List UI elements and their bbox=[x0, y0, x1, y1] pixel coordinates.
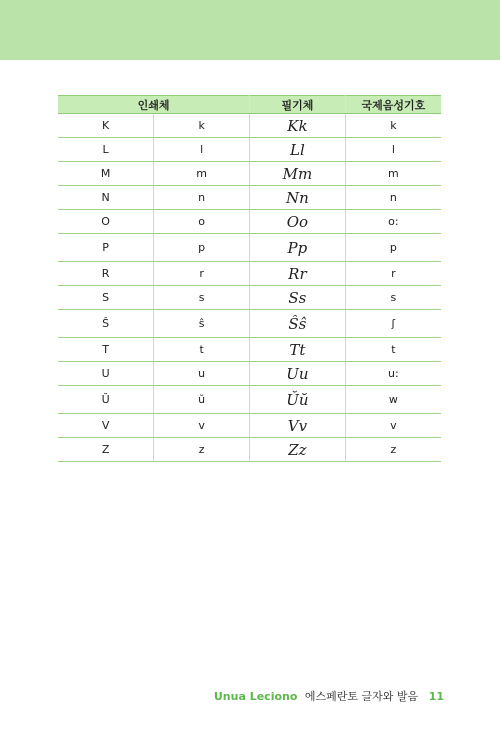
print-upper: V bbox=[58, 414, 154, 438]
script-letter: Zz bbox=[250, 438, 346, 462]
ipa-symbol: v bbox=[345, 414, 441, 438]
script-letter: Ss bbox=[250, 286, 346, 310]
table-row bbox=[58, 414, 441, 438]
print-lower: t bbox=[154, 338, 250, 362]
script-letter: Oo bbox=[250, 210, 346, 234]
print-upper: Ŝ bbox=[58, 310, 154, 338]
alphabet-table bbox=[58, 95, 441, 462]
script-letter: Uu bbox=[250, 362, 346, 386]
table-row bbox=[58, 114, 441, 138]
footer-lesson-title: Unua Leciono bbox=[213, 690, 298, 703]
header-ipa: 국제음성기호 bbox=[345, 96, 441, 114]
print-lower: u bbox=[154, 362, 250, 386]
table-header-row bbox=[58, 96, 441, 114]
print-upper: O bbox=[58, 210, 154, 234]
ipa-symbol: w bbox=[345, 386, 441, 414]
print-lower: z bbox=[154, 438, 250, 462]
table-row bbox=[58, 262, 441, 286]
page-number: 11 bbox=[428, 690, 444, 703]
script-letter: Vv bbox=[250, 414, 346, 438]
table-row bbox=[58, 338, 441, 362]
table-row bbox=[58, 362, 441, 386]
print-upper: T bbox=[58, 338, 154, 362]
script-letter: Ŝŝ bbox=[250, 310, 346, 338]
print-upper: L bbox=[58, 138, 154, 162]
table-row bbox=[58, 162, 441, 186]
print-upper: R bbox=[58, 262, 154, 286]
print-upper: Z bbox=[58, 438, 154, 462]
print-upper: K bbox=[58, 114, 154, 138]
ipa-symbol: u: bbox=[345, 362, 441, 386]
print-lower: ŭ bbox=[154, 386, 250, 414]
print-lower: s bbox=[154, 286, 250, 310]
print-upper: S bbox=[58, 286, 154, 310]
print-lower: r bbox=[154, 262, 250, 286]
print-lower: k bbox=[154, 114, 250, 138]
footer-section-title: 에스페란토 글자와 발음 bbox=[304, 690, 419, 703]
ipa-symbol: t bbox=[345, 338, 441, 362]
table-row bbox=[58, 286, 441, 310]
script-letter: Ŭŭ bbox=[250, 386, 346, 414]
table-row bbox=[58, 210, 441, 234]
script-letter: Ll bbox=[250, 138, 346, 162]
ipa-symbol: r bbox=[345, 262, 441, 286]
page-footer bbox=[214, 688, 444, 704]
table-row bbox=[58, 186, 441, 210]
script-letter: Tt bbox=[250, 338, 346, 362]
ipa-symbol: l bbox=[345, 138, 441, 162]
header-print: 인쇄체 bbox=[58, 96, 250, 114]
table-row bbox=[58, 310, 441, 338]
print-upper: M bbox=[58, 162, 154, 186]
print-lower: p bbox=[154, 234, 250, 262]
print-lower: n bbox=[154, 186, 250, 210]
ipa-symbol: p bbox=[345, 234, 441, 262]
print-lower: ŝ bbox=[154, 310, 250, 338]
print-upper: P bbox=[58, 234, 154, 262]
print-upper: U bbox=[58, 362, 154, 386]
alphabet-table-container bbox=[58, 95, 441, 462]
script-letter: Kk bbox=[250, 114, 346, 138]
top-color-band bbox=[0, 0, 500, 60]
ipa-symbol: s bbox=[345, 286, 441, 310]
print-lower: m bbox=[154, 162, 250, 186]
print-upper: Ŭ bbox=[58, 386, 154, 414]
ipa-symbol: m bbox=[345, 162, 441, 186]
ipa-symbol: o: bbox=[345, 210, 441, 234]
table-row bbox=[58, 386, 441, 414]
table-row bbox=[58, 438, 441, 462]
print-lower: v bbox=[154, 414, 250, 438]
script-letter: Nn bbox=[250, 186, 346, 210]
print-upper: N bbox=[58, 186, 154, 210]
script-letter: Rr bbox=[250, 262, 346, 286]
table-row bbox=[58, 234, 441, 262]
header-script: 필기체 bbox=[250, 96, 346, 114]
script-letter: Pp bbox=[250, 234, 346, 262]
script-letter: Mm bbox=[250, 162, 346, 186]
table-row bbox=[58, 138, 441, 162]
print-lower: o bbox=[154, 210, 250, 234]
ipa-symbol: k bbox=[345, 114, 441, 138]
ipa-symbol: z bbox=[345, 438, 441, 462]
ipa-symbol: ʃ bbox=[345, 310, 441, 338]
print-lower: l bbox=[154, 138, 250, 162]
ipa-symbol: n bbox=[345, 186, 441, 210]
